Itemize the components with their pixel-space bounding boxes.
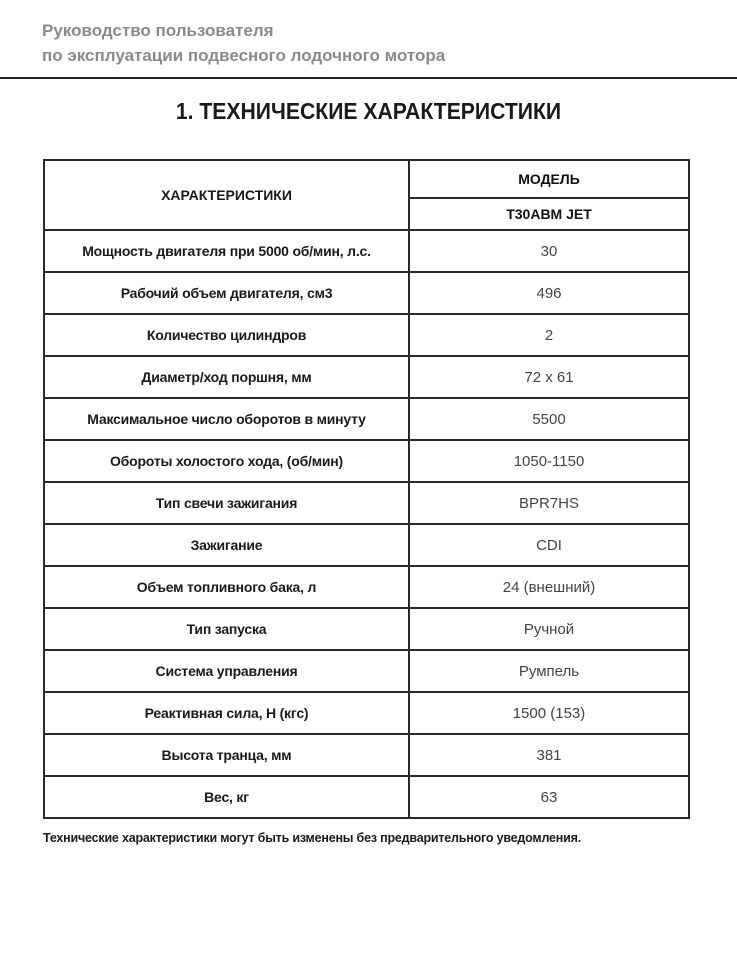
spec-value: Ручной — [409, 608, 689, 650]
header-line-1: Руководство пользователя — [42, 21, 274, 40]
spec-value: 1050-1150 — [409, 440, 689, 482]
spec-label: Зажигание — [44, 524, 409, 566]
column-header-model: МОДЕЛЬ — [409, 160, 689, 198]
spec-value: 381 — [409, 734, 689, 776]
table-row — [44, 776, 689, 818]
spec-value: 24 (внешний) — [409, 566, 689, 608]
table-row — [44, 482, 689, 524]
spec-label: Реактивная сила, Н (кгс) — [44, 692, 409, 734]
spec-label: Максимальное число оборотов в минуту — [44, 398, 409, 440]
spec-value: 30 — [409, 230, 689, 272]
spec-value: 63 — [409, 776, 689, 818]
spec-label: Объем топливного бака, л — [44, 566, 409, 608]
spec-value: 1500 (153) — [409, 692, 689, 734]
table-row — [44, 398, 689, 440]
table-row — [44, 650, 689, 692]
header-line-2: по эксплуатации подвесного лодочного мотора — [42, 46, 446, 65]
spec-value: 2 — [409, 314, 689, 356]
table-row — [44, 566, 689, 608]
spec-value: 72 x 61 — [409, 356, 689, 398]
spec-label: Рабочий объем двигателя, см3 — [44, 272, 409, 314]
table-row — [44, 608, 689, 650]
spec-value: Румпель — [409, 650, 689, 692]
header-divider — [0, 77, 737, 79]
spec-label: Система управления — [44, 650, 409, 692]
spec-label: Высота транца, мм — [44, 734, 409, 776]
table-row — [44, 230, 689, 272]
table-row — [44, 692, 689, 734]
table-row — [44, 440, 689, 482]
document-header — [42, 18, 445, 68]
spec-label: Количество цилиндров — [44, 314, 409, 356]
specifications-table — [43, 159, 690, 819]
spec-label: Тип свечи зажигания — [44, 482, 409, 524]
spec-label: Обороты холостого хода, (об/мин) — [44, 440, 409, 482]
column-header-characteristics: ХАРАКТЕРИСТИКИ — [44, 160, 409, 230]
table-row — [44, 272, 689, 314]
spec-label: Диаметр/ход поршня, мм — [44, 356, 409, 398]
spec-value: 5500 — [409, 398, 689, 440]
table-row — [44, 524, 689, 566]
spec-value: BPR7HS — [409, 482, 689, 524]
spec-label: Тип запуска — [44, 608, 409, 650]
spec-label: Мощность двигателя при 5000 об/мин, л.с. — [44, 230, 409, 272]
footnote: Технические характеристики могут быть изменены без предварительного уведомления. — [43, 831, 582, 845]
model-name: T30ABM JET — [409, 198, 689, 230]
page-title: 1. ТЕХНИЧЕСКИЕ ХАРАКТЕРИСТИКИ — [175, 98, 562, 124]
spec-value: CDI — [409, 524, 689, 566]
table-row — [44, 356, 689, 398]
table-row — [44, 734, 689, 776]
spec-label: Вес, кг — [44, 776, 409, 818]
spec-value: 496 — [409, 272, 689, 314]
table-row — [44, 314, 689, 356]
